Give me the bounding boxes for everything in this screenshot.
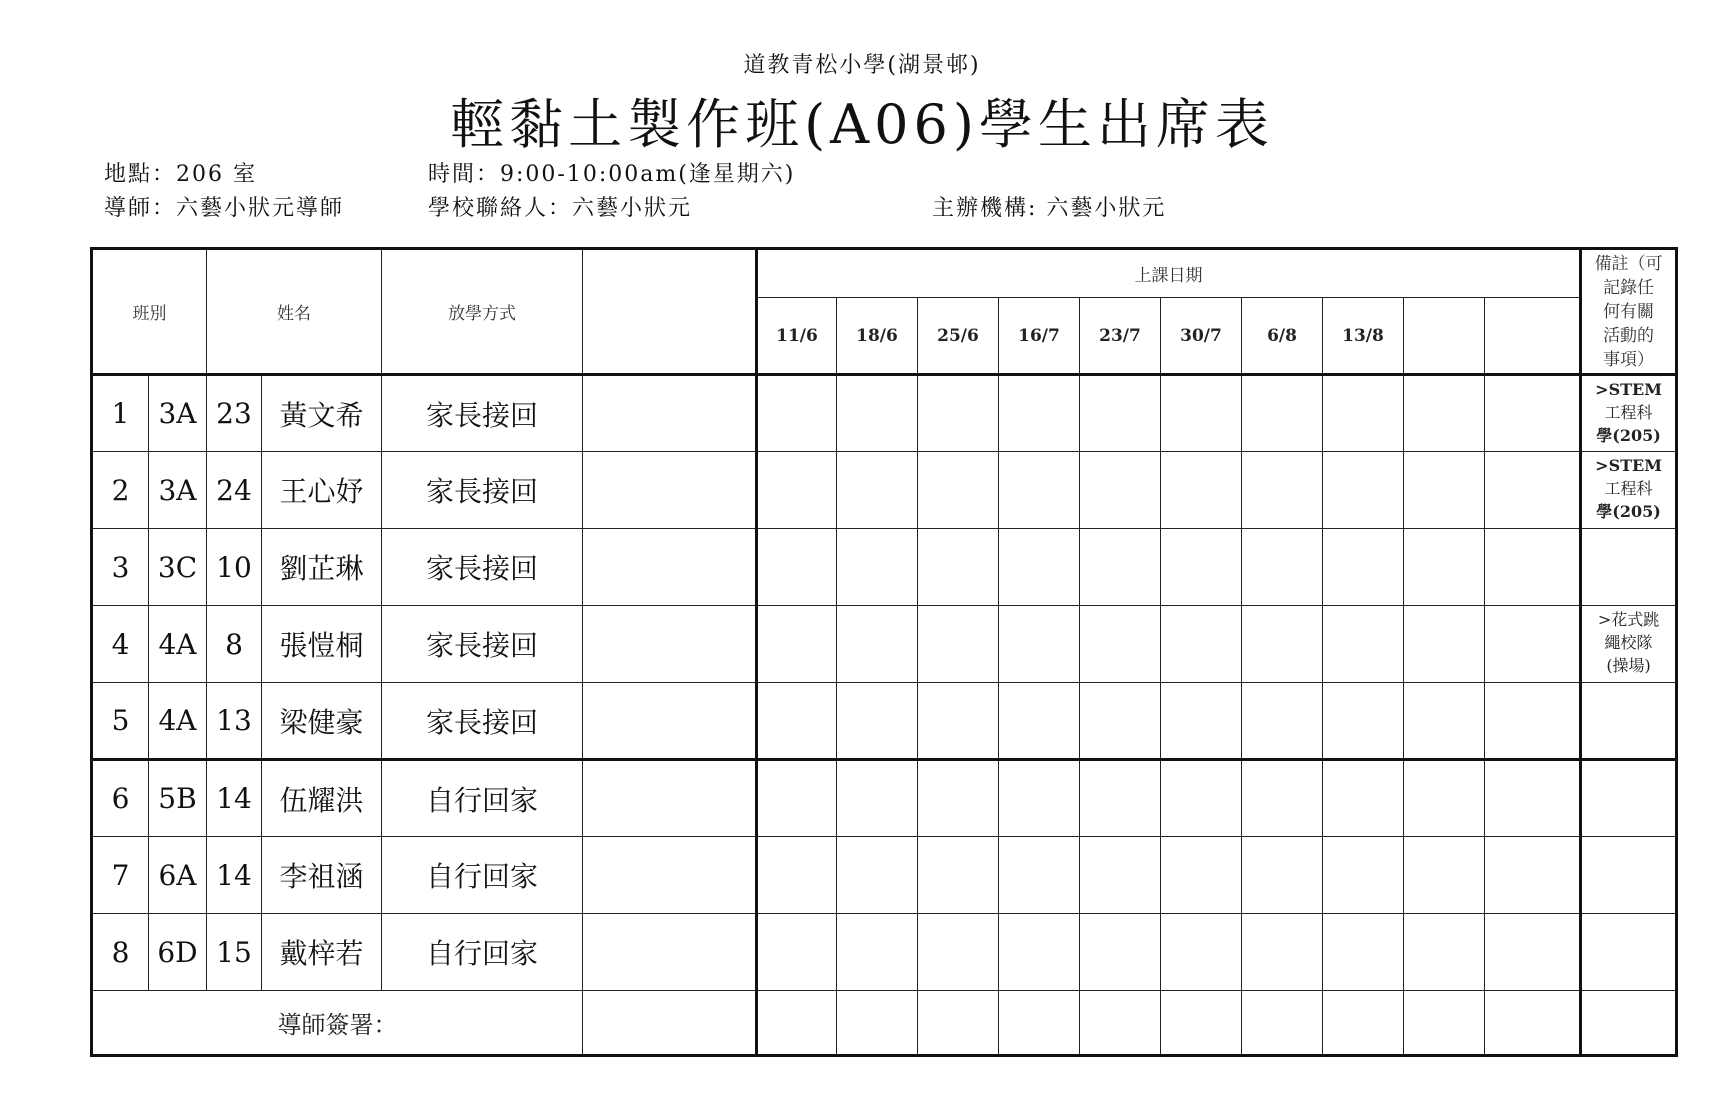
attendance-cell[interactable]	[837, 837, 918, 914]
remark-cell[interactable]	[1581, 452, 1677, 529]
remarks-header	[1581, 249, 1677, 375]
remarks-header-line: 備註（可	[1594, 254, 1663, 274]
student-class: 3A	[149, 452, 207, 529]
student-name: 伍耀洪	[262, 760, 382, 837]
extra-cell[interactable]	[583, 991, 757, 1056]
remark-line: 工程科	[1604, 479, 1653, 498]
attendance-cell[interactable]	[1161, 452, 1242, 529]
attendance-cell[interactable]	[1242, 837, 1323, 914]
student-class-number: 14	[207, 760, 262, 837]
student-row	[92, 760, 1677, 837]
attendance-cell[interactable]	[837, 375, 918, 452]
organizer-info: 主辦機構: 六藝小狀元	[932, 196, 1167, 221]
date-header: 6/8	[1242, 298, 1323, 375]
date-header: 11/6	[757, 298, 837, 375]
attendance-cell[interactable]	[1404, 760, 1485, 837]
student-number: 4	[92, 606, 149, 683]
class-header: 班別	[92, 249, 207, 375]
remark-line: 工程科	[1604, 403, 1653, 422]
attendance-cell[interactable]	[918, 529, 999, 606]
student-row	[92, 837, 1677, 914]
dates-group-header: 上課日期	[757, 249, 1581, 298]
attendance-cell[interactable]	[1485, 837, 1581, 914]
student-class: 6D	[149, 914, 207, 991]
attendance-cell[interactable]	[1323, 375, 1404, 452]
attendance-cell[interactable]	[918, 375, 999, 452]
student-name: 梁健豪	[262, 683, 382, 760]
attendance-cell[interactable]	[757, 683, 837, 760]
signature-cell[interactable]	[918, 991, 999, 1056]
student-name: 黃文希	[262, 375, 382, 452]
attendance-cell[interactable]	[1080, 606, 1161, 683]
date-header: 18/6	[837, 298, 918, 375]
student-row	[92, 529, 1677, 606]
student-class: 5B	[149, 760, 207, 837]
location-info: 地點：206 室	[104, 162, 257, 187]
attendance-cell[interactable]	[1485, 760, 1581, 837]
student-class: 4A	[149, 683, 207, 760]
remark-cell[interactable]	[1581, 837, 1677, 914]
attendance-cell[interactable]	[1404, 529, 1485, 606]
signature-cell[interactable]	[1485, 991, 1581, 1056]
student-number: 1	[92, 375, 149, 452]
attendance-cell[interactable]	[1161, 914, 1242, 991]
student-class-number: 23	[207, 375, 262, 452]
date-header	[1485, 298, 1581, 375]
attendance-cell[interactable]	[1404, 837, 1485, 914]
student-class-number: 24	[207, 452, 262, 529]
school-name: 道教青松小學(湖景邨)	[743, 53, 981, 78]
date-header: 30/7	[1161, 298, 1242, 375]
signature-cell[interactable]	[757, 991, 837, 1056]
remark-line: >STEM	[1595, 456, 1662, 475]
header-row-top	[92, 249, 1677, 298]
signature-cell[interactable]	[1080, 991, 1161, 1056]
attendance-cell[interactable]	[918, 452, 999, 529]
attendance-cell[interactable]	[1404, 452, 1485, 529]
student-row	[92, 606, 1677, 683]
student-number: 2	[92, 452, 149, 529]
attendance-cell[interactable]	[1485, 606, 1581, 683]
student-number: 3	[92, 529, 149, 606]
date-header: 25/6	[918, 298, 999, 375]
time-info: 時間：9:00-10:00am(逢星期六)	[428, 162, 796, 187]
attendance-cell[interactable]	[1404, 914, 1485, 991]
student-row	[92, 452, 1677, 529]
attendance-table	[90, 247, 1678, 1057]
attendance-cell[interactable]	[1404, 375, 1485, 452]
attendance-cell[interactable]	[999, 375, 1080, 452]
remark-line: 學(205)	[1596, 426, 1661, 445]
attendance-cell[interactable]	[999, 914, 1080, 991]
remark-cell[interactable]	[1581, 760, 1677, 837]
attendance-cell[interactable]	[757, 760, 837, 837]
student-name: 戴梓若	[262, 914, 382, 991]
remark-cell[interactable]	[1581, 606, 1677, 683]
attendance-cell[interactable]	[837, 606, 918, 683]
tutor-signature-label: 導師簽署：	[92, 991, 583, 1056]
student-class-number: 8	[207, 606, 262, 683]
signature-cell[interactable]	[1242, 991, 1323, 1056]
attendance-cell[interactable]	[757, 529, 837, 606]
tutor-info: 導師：六藝小狀元導師	[104, 196, 345, 221]
attendance-cell[interactable]	[837, 914, 918, 991]
attendance-cell[interactable]	[918, 683, 999, 760]
student-name: 王心妤	[262, 452, 382, 529]
attendance-cell[interactable]	[1323, 837, 1404, 914]
student-row	[92, 683, 1677, 760]
remark-line: 繩校隊	[1604, 633, 1653, 652]
student-number: 7	[92, 837, 149, 914]
attendance-cell[interactable]	[1404, 683, 1485, 760]
date-header	[1404, 298, 1485, 375]
attendance-cell[interactable]	[918, 914, 999, 991]
student-class: 6A	[149, 837, 207, 914]
attendance-cell[interactable]	[1485, 914, 1581, 991]
student-class-number: 13	[207, 683, 262, 760]
page-title: 輕黏土製作班(A06)學生出席表	[450, 93, 1274, 156]
attendance-cell[interactable]	[837, 760, 918, 837]
attendance-cell[interactable]	[837, 452, 918, 529]
dismissal-header: 放學方式	[382, 249, 583, 375]
remarks-header-line: 記錄任	[1603, 278, 1655, 298]
attendance-cell[interactable]	[1080, 375, 1161, 452]
extra-cell[interactable]	[583, 760, 757, 837]
extra-cell[interactable]	[583, 606, 757, 683]
attendance-cell[interactable]	[757, 452, 837, 529]
attendance-cell[interactable]	[1323, 452, 1404, 529]
remark-cell[interactable]	[1581, 991, 1677, 1056]
date-header: 13/8	[1323, 298, 1404, 375]
attendance-cell[interactable]	[918, 760, 999, 837]
student-dismissal: 自行回家	[382, 914, 583, 991]
attendance-cell[interactable]	[1323, 914, 1404, 991]
attendance-cell[interactable]	[1485, 375, 1581, 452]
attendance-cell[interactable]	[757, 375, 837, 452]
name-header: 姓名	[207, 249, 382, 375]
attendance-cell[interactable]	[999, 529, 1080, 606]
attendance-cell[interactable]	[1485, 529, 1581, 606]
attendance-cell[interactable]	[1080, 837, 1161, 914]
student-dismissal: 家長接回	[382, 529, 583, 606]
attendance-cell[interactable]	[1242, 375, 1323, 452]
student-dismissal: 家長接回	[382, 683, 583, 760]
student-class: 3A	[149, 375, 207, 452]
attendance-cell[interactable]	[1323, 760, 1404, 837]
student-class: 4A	[149, 606, 207, 683]
signature-row	[92, 991, 1677, 1056]
student-class: 3C	[149, 529, 207, 606]
student-class-number: 10	[207, 529, 262, 606]
signature-cell[interactable]	[1404, 991, 1485, 1056]
attendance-cell[interactable]	[837, 683, 918, 760]
attendance-cell[interactable]	[757, 606, 837, 683]
remark-line: >花式跳	[1597, 610, 1660, 629]
extra-header	[583, 249, 757, 375]
attendance-cell[interactable]	[1242, 529, 1323, 606]
attendance-cell[interactable]	[1485, 683, 1581, 760]
remark-cell[interactable]	[1581, 529, 1677, 606]
student-dismissal: 自行回家	[382, 760, 583, 837]
attendance-cell[interactable]	[1323, 529, 1404, 606]
student-dismissal: 自行回家	[382, 837, 583, 914]
extra-cell[interactable]	[583, 914, 757, 991]
attendance-cell[interactable]	[999, 837, 1080, 914]
extra-cell[interactable]	[583, 529, 757, 606]
student-dismissal: 家長接回	[382, 452, 583, 529]
attendance-cell[interactable]	[1161, 683, 1242, 760]
student-row	[92, 914, 1677, 991]
student-number: 5	[92, 683, 149, 760]
extra-cell[interactable]	[583, 683, 757, 760]
extra-cell[interactable]	[583, 375, 757, 452]
attendance-cell[interactable]	[1161, 837, 1242, 914]
attendance-cell[interactable]	[1161, 606, 1242, 683]
attendance-cell[interactable]	[1323, 606, 1404, 683]
attendance-cell[interactable]	[1404, 606, 1485, 683]
student-class-number: 14	[207, 837, 262, 914]
remark-cell[interactable]	[1581, 375, 1677, 452]
attendance-cell[interactable]	[1161, 760, 1242, 837]
student-class-number: 15	[207, 914, 262, 991]
contact-info: 學校聯絡人：六藝小狀元	[428, 196, 693, 221]
date-header: 23/7	[1080, 298, 1161, 375]
attendance-cell[interactable]	[999, 606, 1080, 683]
student-row	[92, 375, 1677, 452]
student-dismissal: 家長接回	[382, 606, 583, 683]
attendance-cell[interactable]	[918, 837, 999, 914]
attendance-cell[interactable]	[1161, 375, 1242, 452]
remarks-header-line: 事項）	[1603, 350, 1655, 370]
attendance-cell[interactable]	[1080, 529, 1161, 606]
attendance-cell[interactable]	[757, 914, 837, 991]
student-name: 劉芷琳	[262, 529, 382, 606]
signature-cell[interactable]	[1161, 991, 1242, 1056]
student-number: 8	[92, 914, 149, 991]
attendance-cell[interactable]	[1485, 452, 1581, 529]
attendance-cell[interactable]	[1242, 452, 1323, 529]
remark-cell[interactable]	[1581, 683, 1677, 760]
attendance-cell[interactable]	[999, 760, 1080, 837]
attendance-cell[interactable]	[1080, 914, 1161, 991]
extra-cell[interactable]	[583, 837, 757, 914]
attendance-cell[interactable]	[999, 452, 1080, 529]
remarks-header-line: 何有關	[1603, 302, 1655, 322]
extra-cell[interactable]	[583, 452, 757, 529]
remarks-header-line: 活動的	[1603, 326, 1655, 346]
student-name: 張愷桐	[262, 606, 382, 683]
date-header: 16/7	[999, 298, 1080, 375]
remark-cell[interactable]	[1581, 914, 1677, 991]
attendance-cell[interactable]	[1242, 683, 1323, 760]
attendance-cell[interactable]	[999, 683, 1080, 760]
remark-line: >STEM	[1595, 380, 1662, 399]
signature-cell[interactable]	[999, 991, 1080, 1056]
attendance-cell[interactable]	[1080, 683, 1161, 760]
attendance-cell[interactable]	[1323, 683, 1404, 760]
signature-cell[interactable]	[1323, 991, 1404, 1056]
attendance-cell[interactable]	[837, 529, 918, 606]
attendance-cell[interactable]	[1080, 452, 1161, 529]
student-number: 6	[92, 760, 149, 837]
attendance-cell[interactable]	[1080, 760, 1161, 837]
student-name: 李祖涵	[262, 837, 382, 914]
signature-cell[interactable]	[837, 991, 918, 1056]
remark-line: (操場)	[1606, 656, 1651, 675]
attendance-cell[interactable]	[1242, 760, 1323, 837]
remark-line: 學(205)	[1596, 502, 1661, 521]
student-dismissal: 家長接回	[382, 375, 583, 452]
attendance-cell[interactable]	[1242, 606, 1323, 683]
attendance-cell[interactable]	[1161, 529, 1242, 606]
attendance-cell[interactable]	[918, 606, 999, 683]
attendance-cell[interactable]	[1242, 914, 1323, 991]
attendance-cell[interactable]	[757, 837, 837, 914]
